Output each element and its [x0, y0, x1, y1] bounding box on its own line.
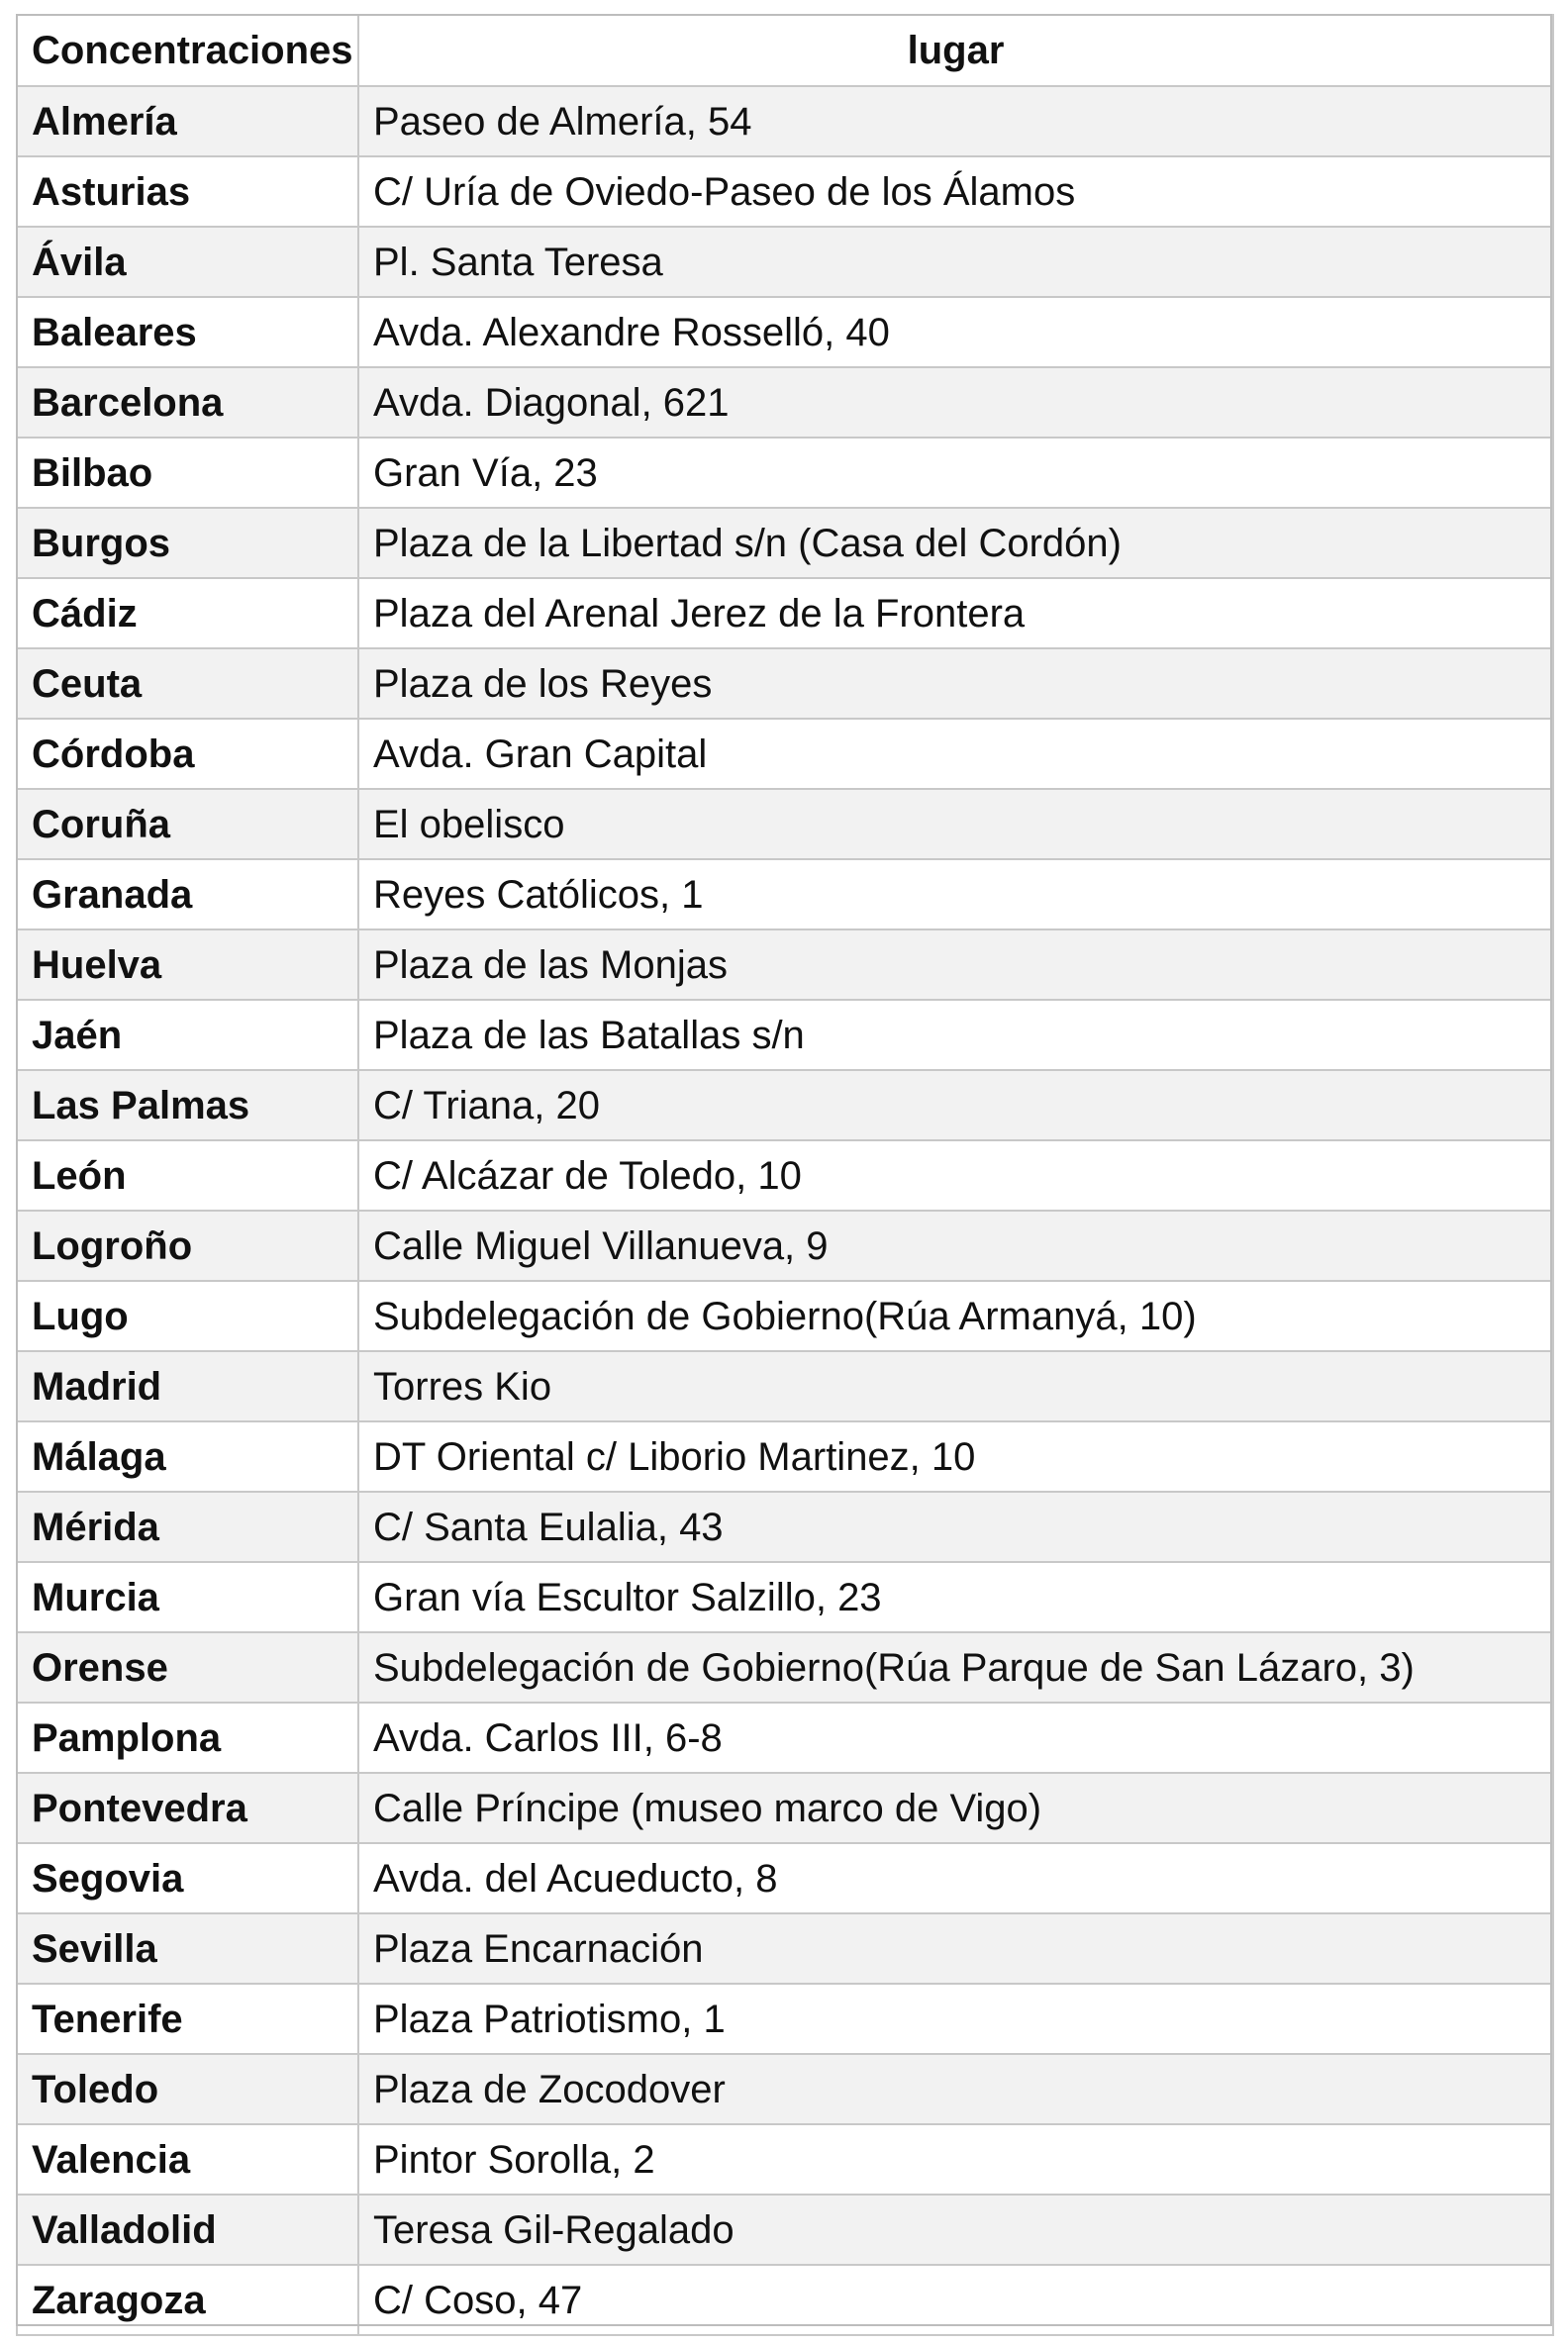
cell-place: Avda. Gran Capital	[358, 719, 1553, 789]
header-city: Concentraciones	[17, 15, 358, 86]
table-row	[17, 1984, 1553, 2054]
cell-place: Avda. Carlos III, 6-8	[358, 1703, 1553, 1773]
cell-city: Burgos	[17, 508, 358, 578]
cell-place: Avda. Diagonal, 621	[358, 367, 1553, 438]
cell-city: Barcelona	[17, 367, 358, 438]
cell-city: Toledo	[17, 2054, 358, 2124]
cell-city: Lugo	[17, 1281, 358, 1351]
cell-city: Asturias	[17, 156, 358, 227]
cell-place: Calle Miguel Villanueva, 9	[358, 1211, 1553, 1281]
table-row	[17, 789, 1553, 859]
cell-city: Ceuta	[17, 648, 358, 719]
table-row	[17, 1843, 1553, 1913]
cell-place: Plaza de los Reyes	[358, 648, 1553, 719]
table-row	[17, 86, 1553, 156]
table-row	[17, 2195, 1553, 2265]
cell-place: Plaza de Zocodover	[358, 2054, 1553, 2124]
cell-place: Torres Kio	[358, 1351, 1553, 1421]
header-place: lugar	[358, 15, 1553, 86]
table-header-row	[17, 15, 1553, 86]
cell-city: Madrid	[17, 1351, 358, 1421]
table-row	[17, 648, 1553, 719]
cell-place: DT Oriental c/ Liborio Martinez, 10	[358, 1421, 1553, 1492]
cell-place: C/ Santa Eulalia, 43	[358, 1492, 1553, 1562]
cell-city: Coruña	[17, 789, 358, 859]
table-row	[17, 1632, 1553, 1703]
cell-place: Pintor Sorolla, 2	[358, 2124, 1553, 2195]
cell-place: Subdelegación de Gobierno(Rúa Armanyá, 10)	[358, 1281, 1553, 1351]
cell-city: Logroño	[17, 1211, 358, 1281]
cell-city: Valencia	[17, 2124, 358, 2195]
cell-city: Málaga	[17, 1421, 358, 1492]
cell-place: Calle Príncipe (museo marco de Vigo)	[358, 1773, 1553, 1843]
cell-place: Paseo de Almería, 54	[358, 86, 1553, 156]
concentrations-table	[16, 14, 1554, 2336]
table-row	[17, 578, 1553, 648]
table-body	[17, 86, 1553, 2335]
cell-place: C/ Alcázar de Toledo, 10	[358, 1140, 1553, 1211]
table-row	[17, 859, 1553, 929]
cell-city: Granada	[17, 859, 358, 929]
table-row	[17, 2124, 1553, 2195]
table-row	[17, 1281, 1553, 1351]
cell-city: Sevilla	[17, 1913, 358, 1984]
cell-place: Plaza Patriotismo, 1	[358, 1984, 1553, 2054]
cell-place: Gran Vía, 23	[358, 438, 1553, 508]
table-row	[17, 1140, 1553, 1211]
cell-city: Baleares	[17, 297, 358, 367]
table-row	[17, 438, 1553, 508]
cell-city: Segovia	[17, 1843, 358, 1913]
table-row	[17, 367, 1553, 438]
table-row	[17, 156, 1553, 227]
cell-city: León	[17, 1140, 358, 1211]
table-row	[17, 719, 1553, 789]
concentrations-sheet	[16, 14, 1552, 2336]
cell-city: Mérida	[17, 1492, 358, 1562]
cell-place: Plaza Encarnación	[358, 1913, 1553, 1984]
table-row	[17, 1351, 1553, 1421]
table-row	[17, 929, 1553, 1000]
cell-city: Las Palmas	[17, 1070, 358, 1140]
cell-place: Avda. del Acueducto, 8	[358, 1843, 1553, 1913]
table-row	[17, 1421, 1553, 1492]
cell-place: C/ Triana, 20	[358, 1070, 1553, 1140]
table-row	[17, 1000, 1553, 1070]
table-row	[17, 1211, 1553, 1281]
cell-city: Huelva	[17, 929, 358, 1000]
cell-city: Pamplona	[17, 1703, 358, 1773]
cell-place: Plaza del Arenal Jerez de la Frontera	[358, 578, 1553, 648]
cell-city: Zaragoza	[17, 2265, 358, 2335]
cell-place: El obelisco	[358, 789, 1553, 859]
cell-city: Almería	[17, 86, 358, 156]
table-row	[17, 2265, 1553, 2335]
table-row	[17, 227, 1553, 297]
cell-place: Avda. Alexandre Rosselló, 40	[358, 297, 1553, 367]
cell-city: Jaén	[17, 1000, 358, 1070]
table-row	[17, 2054, 1553, 2124]
cell-city: Bilbao	[17, 438, 358, 508]
cell-place: Teresa Gil-Regalado	[358, 2195, 1553, 2265]
table-row	[17, 1070, 1553, 1140]
table-row	[17, 1913, 1553, 1984]
cell-place: C/ Coso, 47	[358, 2265, 1553, 2335]
cell-city: Tenerife	[17, 1984, 358, 2054]
table-row	[17, 1773, 1553, 1843]
cell-place: Plaza de las Monjas	[358, 929, 1553, 1000]
cell-city: Pontevedra	[17, 1773, 358, 1843]
cell-place: Pl. Santa Teresa	[358, 227, 1553, 297]
cell-place: Plaza de las Batallas s/n	[358, 1000, 1553, 1070]
cell-city: Orense	[17, 1632, 358, 1703]
table-row	[17, 1703, 1553, 1773]
cell-city: Ávila	[17, 227, 358, 297]
table-row	[17, 1492, 1553, 1562]
cell-place: C/ Uría de Oviedo-Paseo de los Álamos	[358, 156, 1553, 227]
cell-city: Córdoba	[17, 719, 358, 789]
cell-place: Plaza de la Libertad s/n (Casa del Cordón)	[358, 508, 1553, 578]
table-row	[17, 1562, 1553, 1632]
cell-place: Subdelegación de Gobierno(Rúa Parque de San Lázaro, 3)	[358, 1632, 1553, 1703]
cell-place: Gran vía Escultor Salzillo, 23	[358, 1562, 1553, 1632]
cell-city: Murcia	[17, 1562, 358, 1632]
cell-city: Valladolid	[17, 2195, 358, 2265]
cell-city: Cádiz	[17, 578, 358, 648]
table-row	[17, 297, 1553, 367]
table-row	[17, 508, 1553, 578]
cell-place: Reyes Católicos, 1	[358, 859, 1553, 929]
